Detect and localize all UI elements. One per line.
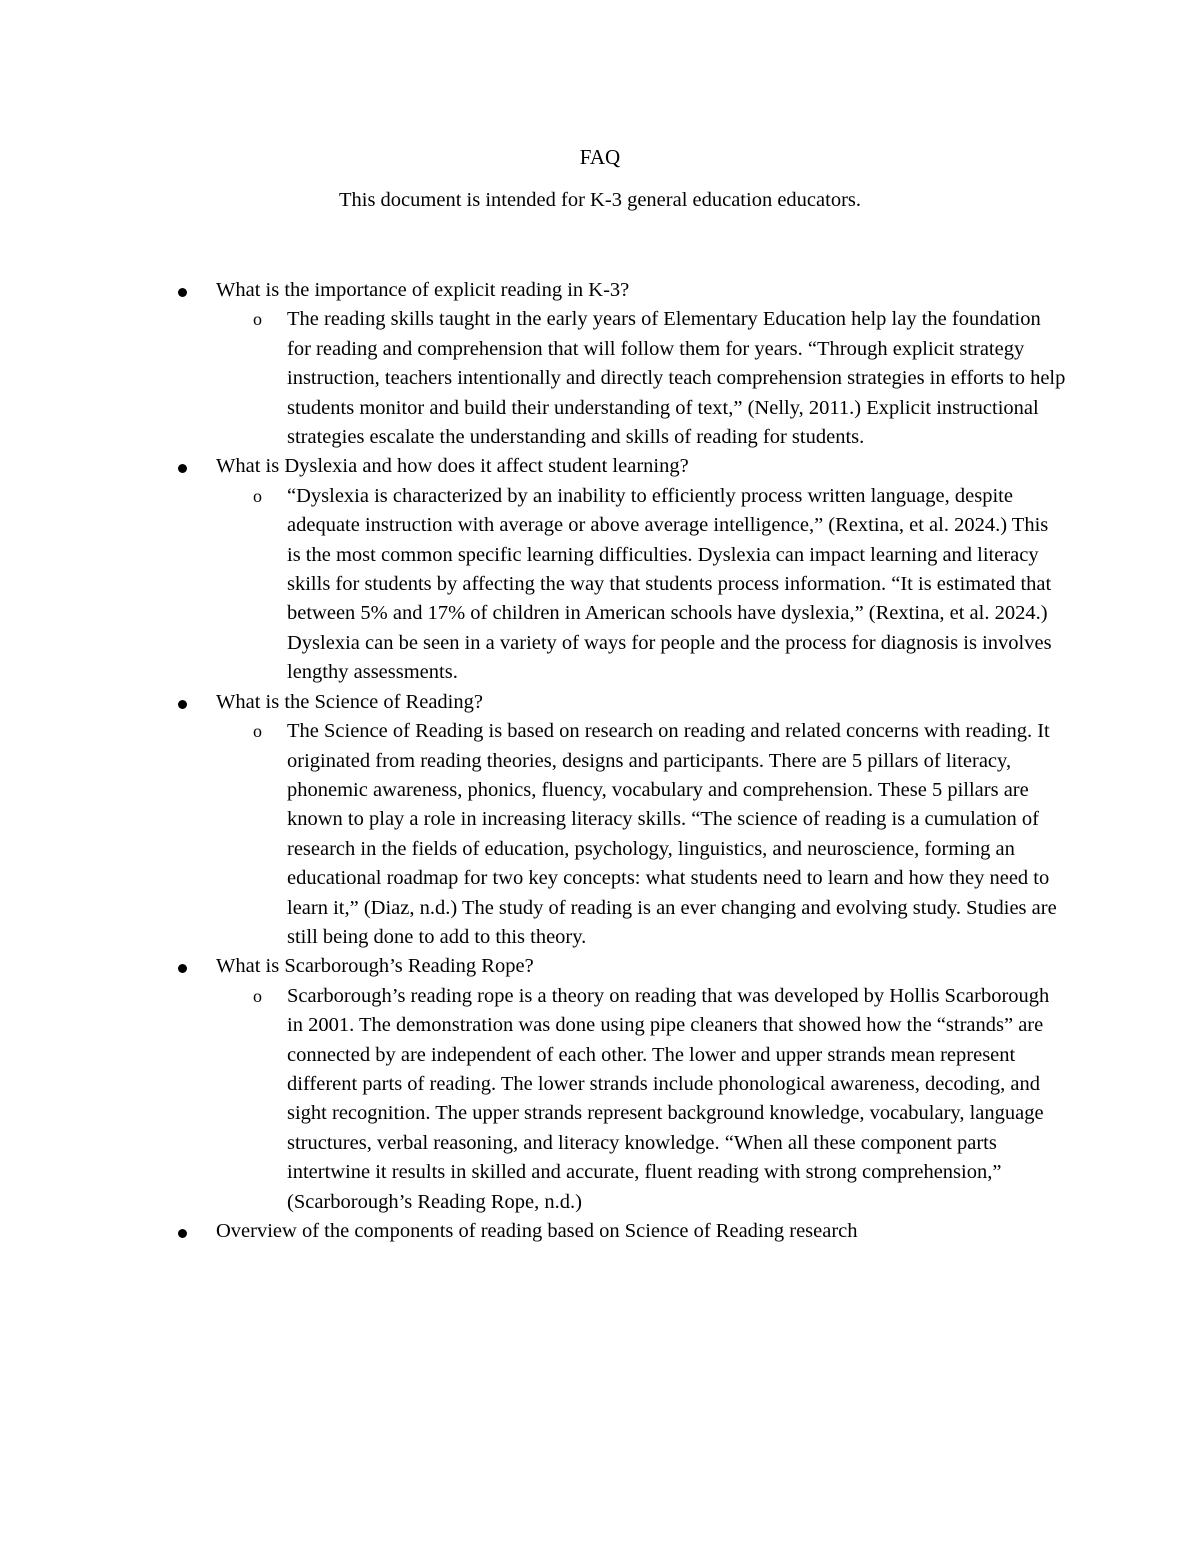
faq-answer xyxy=(0,482,1067,688)
answer-text: The Science of Reading is based on research on reading and related concerns with reading. It originated from reading theories, designs and participants. There are 5 pillars of literacy, phonemic awareness, phonics, fluency, vocabulary and comprehension. These 5 pillars are known to play a role in increasing literacy skills. “The science of reading is a cumulation of research in the fields of education, psychology, linguistics, and neuroscience, forming an educational roadmap for two key concepts: what students need to learn and how they need to learn it,” (Diaz, n.d.) The study of reading is an ever changing and evolving study. Studies are still being done to add to this theory. xyxy=(287,720,1057,948)
faq-item xyxy=(0,1217,1200,1246)
faq-question xyxy=(0,952,1076,981)
faq-item xyxy=(0,952,1200,1217)
faq-item xyxy=(0,452,1200,687)
question-text: What is the importance of explicit reading in K-3? xyxy=(216,279,630,301)
faq-answer xyxy=(0,717,1067,952)
page-title: FAQ xyxy=(579,145,621,169)
question-text: What is Scarborough’s Reading Rope? xyxy=(216,955,534,978)
page-subtitle: This document is intended for K-3 general education educators. xyxy=(338,189,861,211)
sub-bullet-icon: o xyxy=(253,721,262,742)
sub-bullet-icon: o xyxy=(253,309,262,330)
faq-list xyxy=(0,276,1200,1246)
faq-answer xyxy=(0,305,1067,452)
sub-bullet-icon: o xyxy=(253,985,262,1006)
faq-question xyxy=(0,688,1076,717)
faq-answer xyxy=(0,982,1067,1217)
answer-text: “Dyslexia is characterized by an inability to efficiently process written language, despite adequate instruction with average or above average intelligence,” (Rextina, et al. 2024.) This is the most common specific learning difficulties. Dyslexia can impact learning and literacy skills for students by affecting the way that students process information. “It is estimated that between 5% and 17% of children in American schools have dyslexia,” (Rextina, et al. 2024.) Dyslexia can be seen in a variety of ways for people and the process for diagnosis is involves lengthy assessments. xyxy=(287,484,1052,684)
faq-question xyxy=(0,452,1076,481)
faq-item xyxy=(0,276,1200,452)
answer-text: The reading skills taught in the early years of Elementary Education help lay the foundation for reading and comprehension that will follow them for years. “Through explicit strategy instruction, teachers intentionally and directly teach comprehension strategies in efforts to help students monitor and build their understanding of text,” (Nelly, 2011.) Explicit instructional strategies escalate the understanding and skills of reading for students. xyxy=(287,308,1066,449)
question-text: Overview of the components of reading based on Science of Reading research xyxy=(216,1220,858,1242)
bullet-icon xyxy=(178,1229,187,1238)
question-text: What is Dyslexia and how does it affect student learning? xyxy=(216,455,689,478)
faq-question xyxy=(0,1217,1076,1246)
bullet-icon xyxy=(178,288,187,297)
bullet-icon xyxy=(178,464,187,473)
faq-question xyxy=(0,276,1076,305)
bullet-icon xyxy=(178,964,187,973)
sub-bullet-icon: o xyxy=(253,485,262,506)
faq-item xyxy=(0,688,1200,953)
answer-text: Scarborough’s reading rope is a theory on reading that was developed by Hollis Scarborough in 2001. The demonstration was done using pipe cleaners that showed how the “strands” are connected by are independent of each other. The lower and upper strands mean represent different parts of reading. The lower strands include phonological awareness, decoding, and sight recognition. The upper strands represent background knowledge, vocabulary, language structures, verbal reasoning, and literacy knowledge. “When all these component parts intertwine it results in skilled and accurate, fluent reading with strong comprehension,” (Scarborough’s Reading Rope, n.d.) xyxy=(287,984,1050,1213)
question-text: What is the Science of Reading? xyxy=(216,690,483,713)
bullet-icon xyxy=(178,700,187,709)
